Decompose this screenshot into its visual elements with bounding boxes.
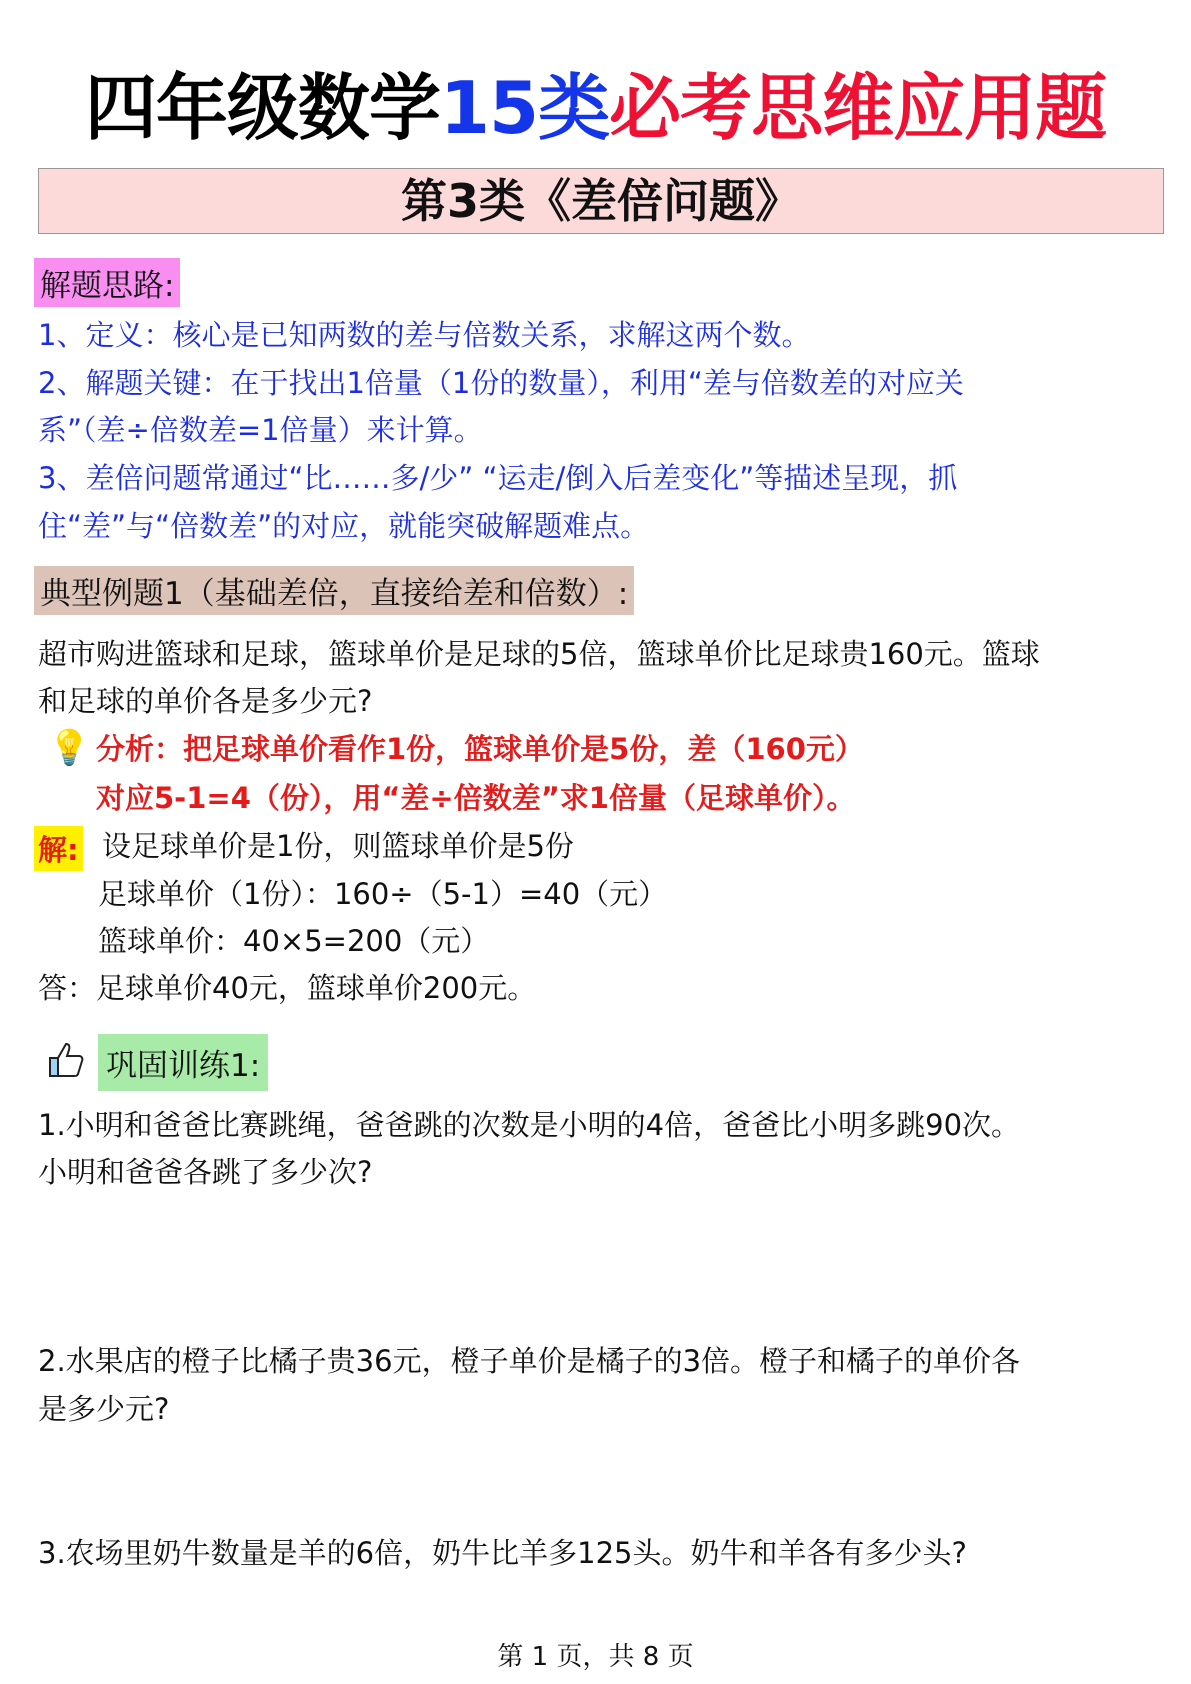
category-banner: 第3类《差倍问题》 bbox=[38, 168, 1164, 234]
answer-line: 答：足球单价40元，篮球单价200元。 bbox=[38, 971, 537, 1005]
approach-line: 住“差”与“倍数差”的对应，就能突破解题难点。 bbox=[38, 509, 650, 543]
page-footer: 第 1 页，共 8 页 bbox=[497, 1642, 694, 1672]
document-title: 四年级数学15类必考思维应用题 bbox=[84, 66, 1107, 150]
practice-question-3: 3.农场里奶牛数量是羊的6倍，奶牛比羊多125头。奶牛和羊各有多少头? bbox=[38, 1536, 967, 1570]
example-problem-line: 和足球的单价各是多少元? bbox=[38, 684, 373, 718]
example-problem-line: 超市购进篮球和足球，篮球单价是足球的5倍，篮球单价比足球贵160元。篮球 bbox=[38, 637, 1040, 671]
solution-line: 篮球单价：40×5=200（元） bbox=[98, 924, 490, 958]
approach-line: 2、解题关键：在于找出1倍量（1份的数量），利用“差与倍数差的对应关 bbox=[38, 366, 964, 400]
lightbulb-icon: 💡 bbox=[48, 728, 91, 768]
thumbs-up-icon bbox=[46, 1038, 86, 1084]
approach-line: 1、定义：核心是已知两数的差与倍数关系，求解这两个数。 bbox=[38, 318, 811, 352]
solution-line: 设足球单价是1份，则篮球单价是5份 bbox=[102, 829, 574, 863]
solution-line: 足球单价（1份）：160÷（5-1）=40（元） bbox=[98, 877, 668, 911]
practice-question-2: 2.水果店的橙子比橘子贵36元，橙子单价是橘子的3倍。橙子和橘子的单价各 bbox=[38, 1344, 1021, 1378]
practice-question-1: 1.小明和爸爸比赛跳绳，爸爸跳的次数是小明的4倍，爸爸比小明多跳90次。 bbox=[38, 1108, 1021, 1142]
practice-question-1: 小明和爸爸各跳了多少次? bbox=[38, 1155, 373, 1189]
analysis-line: 对应5-1=4（份），用“差÷倍数差”求1倍量（足球单价）。 bbox=[96, 781, 856, 815]
approach-line: 系”（差÷倍数差=1倍量）来计算。 bbox=[38, 413, 483, 447]
practice-label: 巩固训练1: bbox=[98, 1034, 268, 1091]
practice-question-2: 是多少元? bbox=[38, 1392, 170, 1426]
approach-label: 解题思路: bbox=[34, 258, 180, 307]
example-label: 典型例题1（基础差倍，直接给差和倍数）: bbox=[34, 566, 634, 615]
analysis-line: 分析：把足球单价看作1份，篮球单价是5份，差（160元） bbox=[96, 732, 864, 766]
approach-line: 3、差倍问题常通过“比……多/少” “运走/倒入后差变化”等描述呈现，抓 bbox=[38, 461, 958, 495]
solution-label: 解: bbox=[34, 826, 83, 871]
